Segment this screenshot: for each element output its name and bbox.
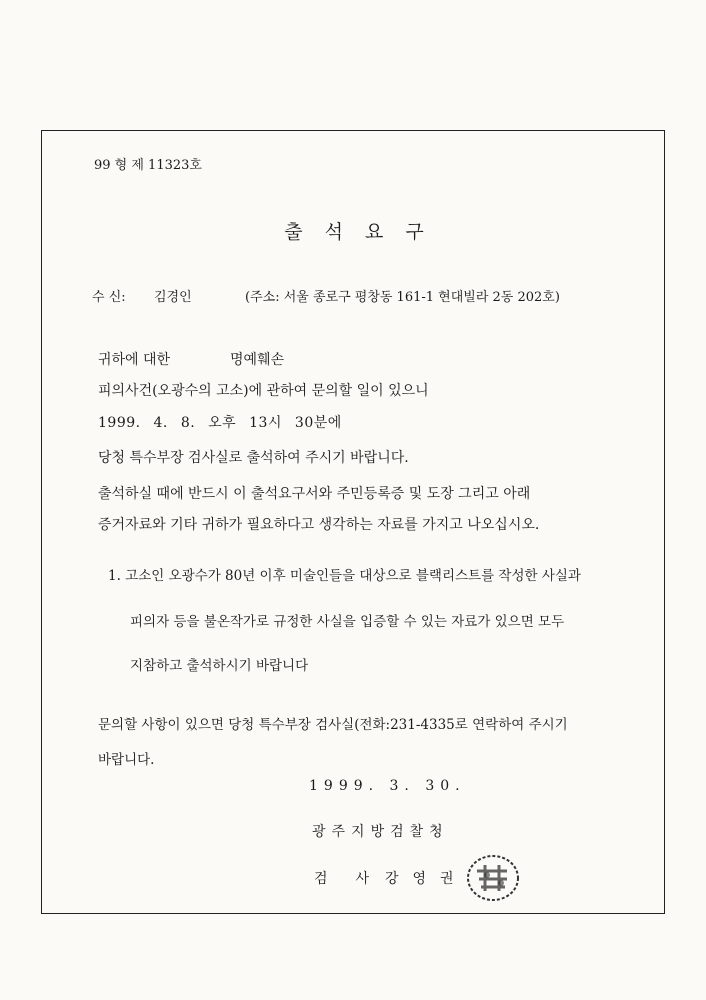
body-line-2: 피의사건(오광수의 고소)에 관하여 문의할 일이 있으니 (98, 383, 429, 399)
contact-line-1: 문의할 사항이 있으면 당청 특수부장 검사실(전화:231-4335로 연락하여 주시기 (98, 717, 568, 733)
body-line-1-prefix: 귀하에 대한 (98, 352, 171, 368)
body-line-5: 출석하실 때에 반드시 이 출석요구서와 주민등록증 및 도장 그리고 아래 (98, 486, 531, 502)
issuing-office: 광주지방검찰청 (312, 824, 449, 840)
body-line-1-charge: 명예훼손 (230, 352, 285, 368)
contact-line-2: 바랍니다. (98, 752, 155, 768)
issue-date: 1999. 3. 30. (309, 778, 466, 794)
recipient-name: 김경인 (154, 290, 192, 305)
evidence-item-line-3: 지참하고 출석하시기 바랍니다 (130, 658, 309, 674)
document-frame (41, 130, 665, 914)
body-line-4: 당청 특수부장 검사실로 출석하여 주시기 바랍니다. (98, 450, 409, 466)
evidence-item-line-1: 1. 고소인 오광수가 80년 이후 미술인들을 대상으로 블랙리스트를 작성한 사실과 (108, 568, 581, 584)
signer-title: 검사 (314, 871, 398, 887)
evidence-item-line-2: 피의자 등을 불온작가로 규정한 사실을 입증할 수 있는 자료가 있으면 모두 (130, 614, 565, 630)
document-title: 출석요구 (284, 221, 446, 243)
appointment-datetime: 1999. 4. 8. 오후 13시 30분에 (98, 415, 342, 431)
case-number: 99 형 제 11323호 (94, 158, 202, 173)
official-seal-stamp (465, 853, 521, 903)
signer-name: 강영권 (385, 871, 468, 887)
recipient-address: (주소: 서울 종로구 평창동 161-1 현대빌라 2동 202호) (245, 290, 560, 305)
recipient-label: 수 신: (92, 290, 126, 305)
body-line-6: 증거자료와 기타 귀하가 필요하다고 생각하는 자료를 가지고 나오십시오. (98, 517, 540, 533)
